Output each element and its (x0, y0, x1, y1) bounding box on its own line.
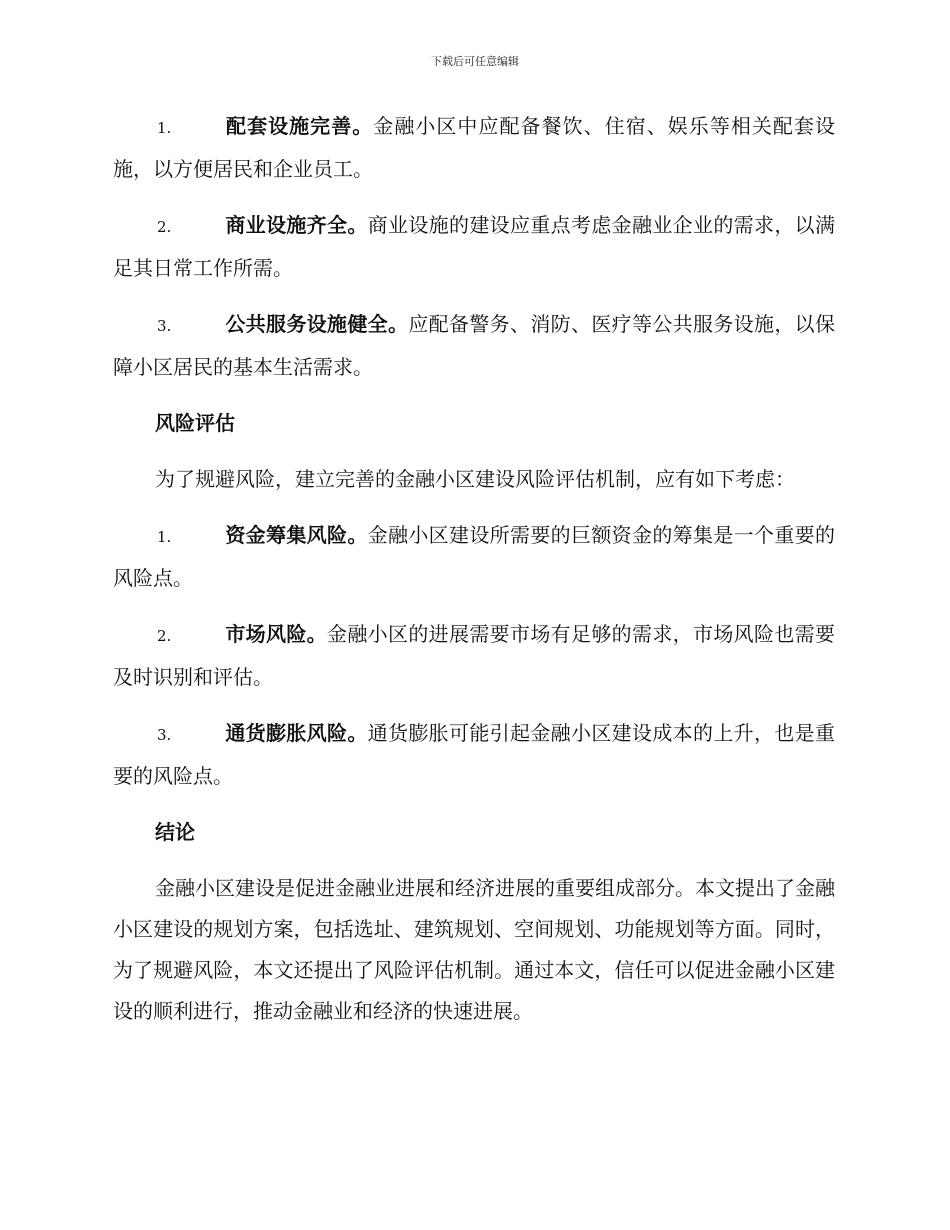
item-body: 应配备警务、消防、医疗等公共服务设施，以保障小区居民的基本生活需求。 (113, 312, 836, 379)
list-number: 2. (157, 218, 172, 236)
risk-item-3 (113, 713, 835, 797)
item-body: 金融小区建设所需要的巨额资金的筹集是一个重要的风险点。 (113, 523, 836, 590)
facility-item-3 (113, 304, 835, 388)
item-title: 配套设施完善。 (225, 114, 374, 138)
risk-heading: 风险评估 (155, 411, 235, 435)
document-body (113, 106, 835, 1047)
list-number: 3. (157, 317, 172, 335)
risk-item-1 (113, 515, 835, 599)
item-body: 通货膨胀可能引起金融小区建设成本的上升，也是重要的风险点。 (113, 721, 836, 788)
item-body: 金融小区的进展需要市场有足够的需求，市场风险也需要及时识别和评估。 (113, 622, 835, 689)
item-title: 公共服务设施健全。 (225, 312, 409, 336)
page-header: 下载后可任意编辑 (431, 55, 519, 68)
item-title: 市场风险。 (225, 622, 327, 646)
conclusion-paragraph: 金融小区建设是促进金融业进展和经济进展的重要组成部分。本文提出了金融小区建设的规划方案，包括选址、建筑规划、空间规划、功能规划等方面。同时，为了规避风险，本文还提出了风险评估机制。通过本文，信任可以促进金融小区建设的顺利进行，推动金融业和经济的快速进展。 (113, 876, 835, 1023)
conclusion-heading: 结论 (155, 820, 195, 844)
risk-item-2 (113, 614, 835, 698)
facility-item-2 (113, 205, 835, 289)
list-number: 2. (157, 627, 172, 645)
list-number: 3. (157, 726, 172, 744)
item-body: 金融小区中应配备餐饮、住宿、娱乐等相关配套设施，以方便居民和企业员工。 (113, 114, 836, 181)
item-title: 通货膨胀风险。 (225, 721, 368, 745)
risk-intro: 为了规避风险，建立完善的金融小区建设风险评估机制，应有如下考虑： (155, 467, 795, 491)
list-number: 1. (157, 528, 172, 546)
item-title: 资金筹集风险。 (225, 523, 368, 547)
list-number: 1. (157, 119, 172, 137)
item-title: 商业设施齐全。 (225, 213, 368, 237)
facility-item-1 (113, 106, 835, 190)
item-body: 商业设施的建设应重点考虑金融业企业的需求，以满足其日常工作所需。 (113, 213, 836, 280)
